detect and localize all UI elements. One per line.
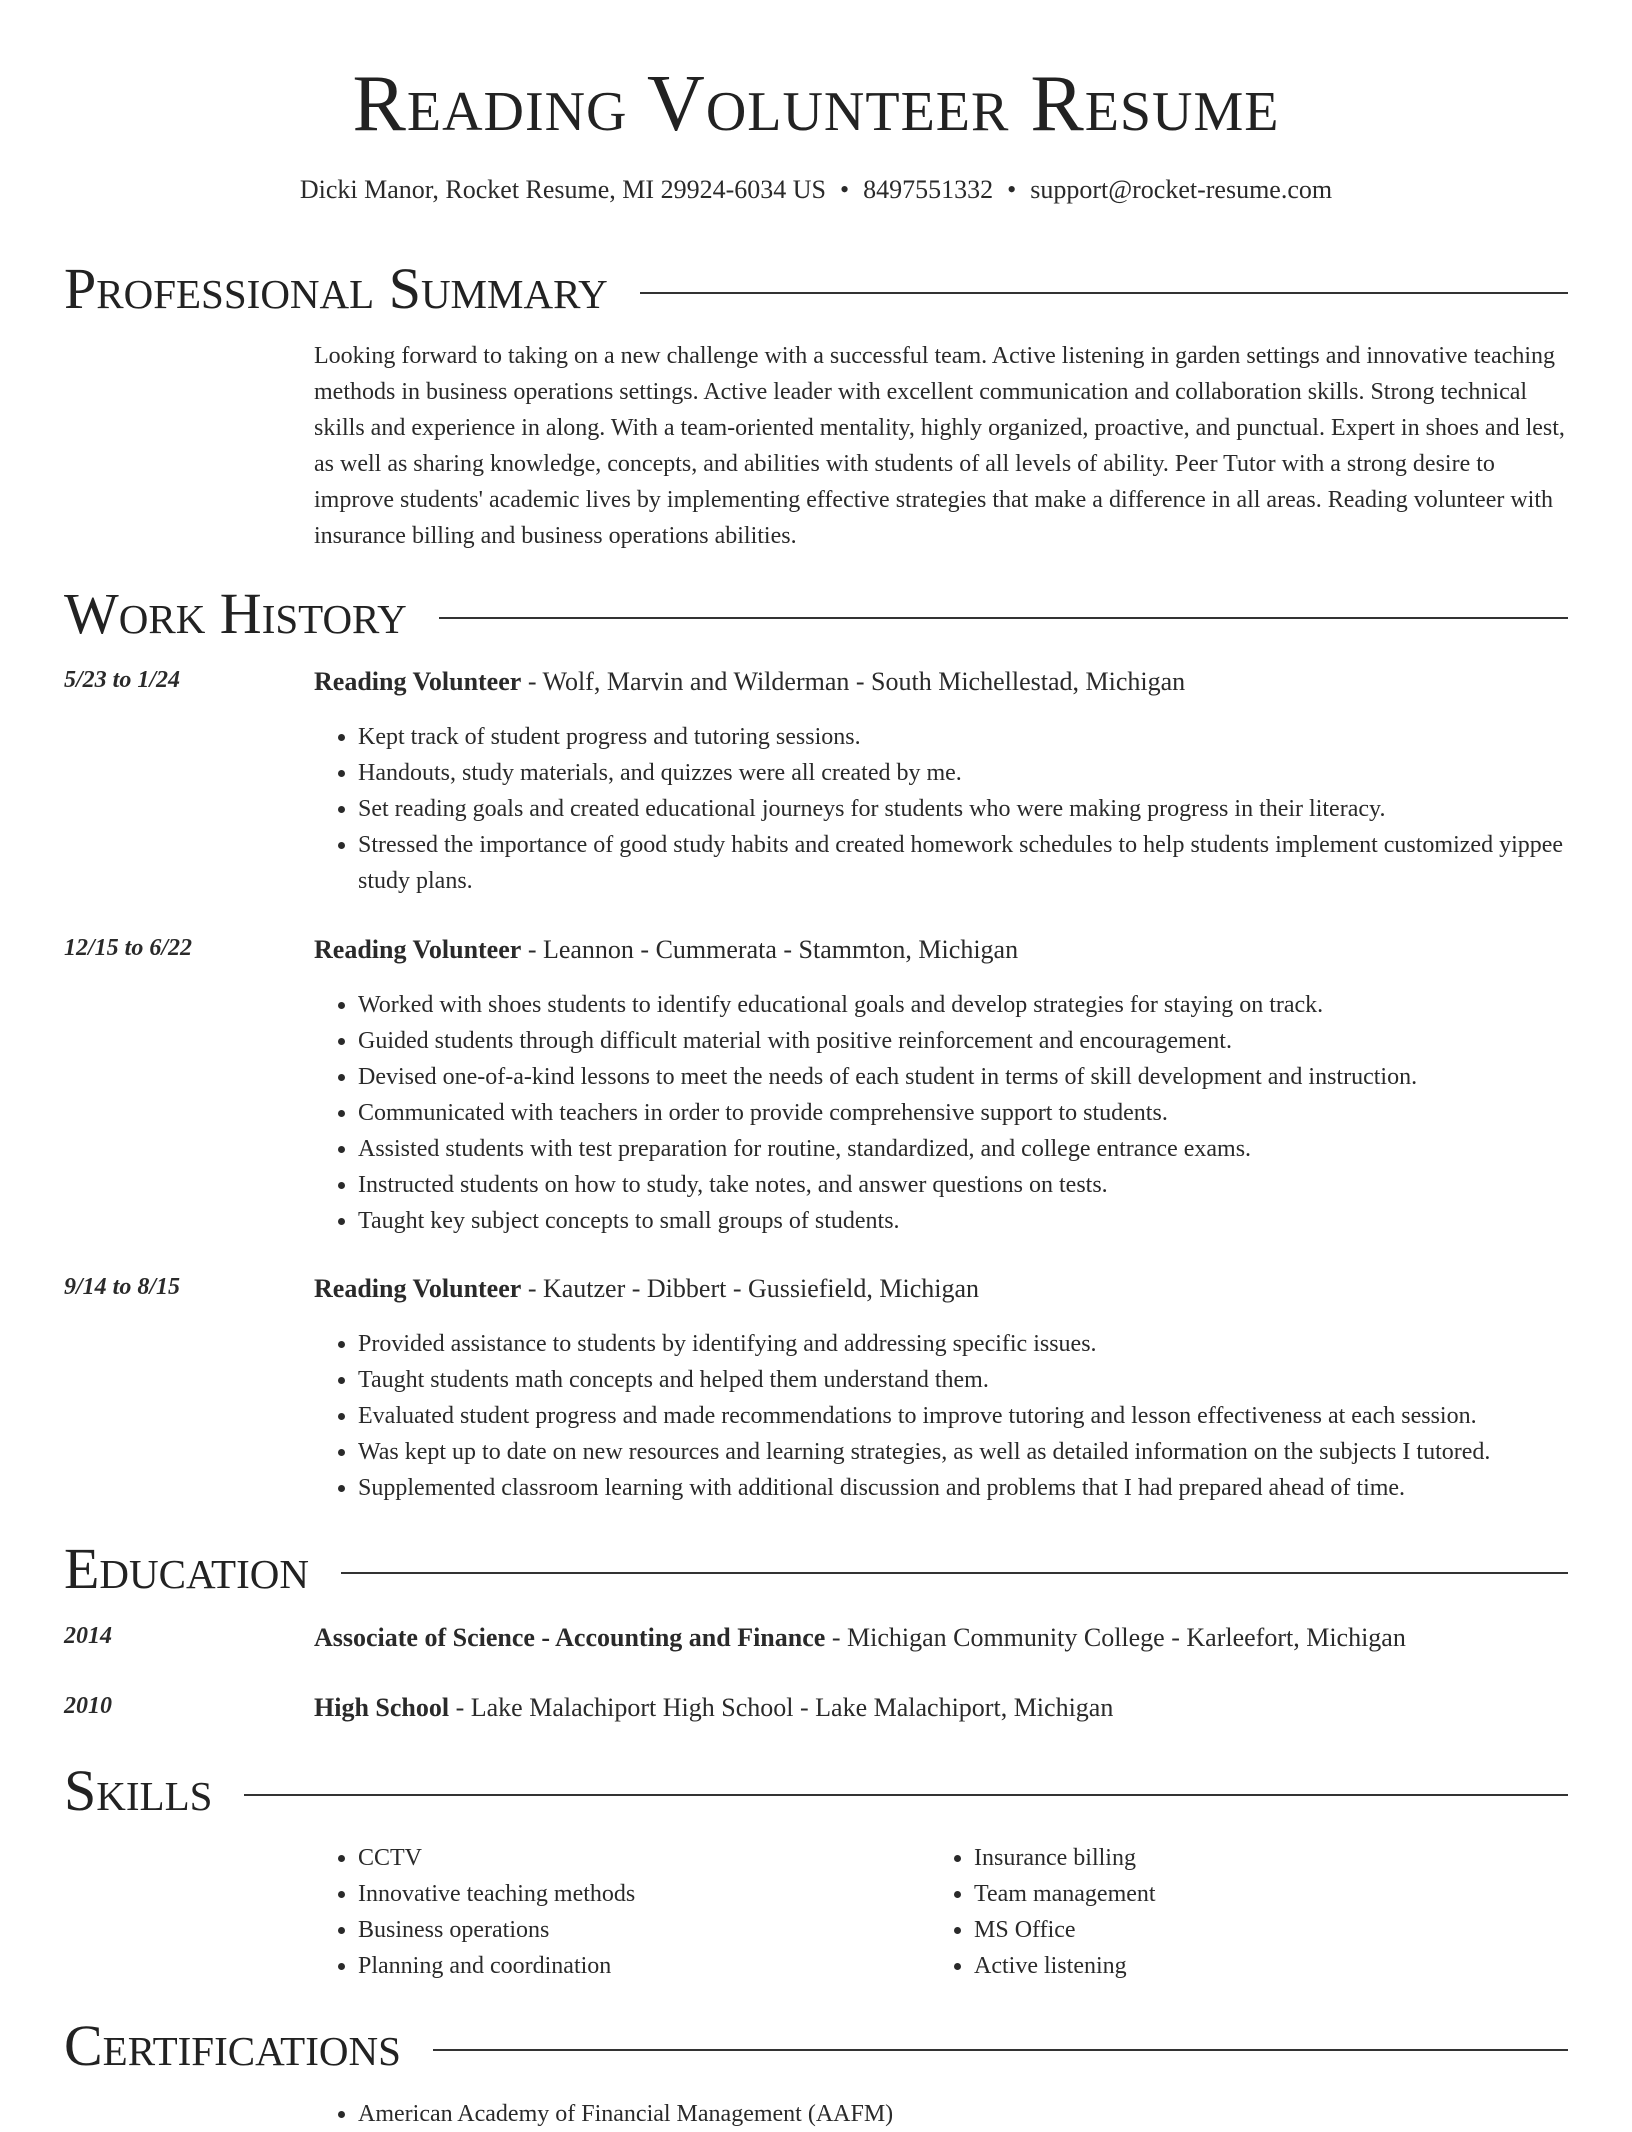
job-heading — [314, 1274, 1568, 1304]
skill-item: • Active listening — [974, 1948, 1156, 1984]
section-heading: Education — [64, 1536, 309, 1601]
section-heading: Work History — [64, 581, 407, 646]
section-divider — [341, 1572, 1568, 1574]
contact-separator: • — [839, 175, 850, 204]
list-item: • Taught students math concepts and helped them understand them. — [358, 1362, 1568, 1398]
education-entry — [314, 1623, 1568, 1653]
contact-email[interactable]: support@rocket-resume.com — [1030, 175, 1333, 204]
skill-item: • MS Office — [974, 1912, 1156, 1948]
list-item: • Handouts, study materials, and quizzes were all created by me. — [358, 755, 1568, 791]
contact-separator: • — [1007, 175, 1017, 204]
list-item: • Worked with shoes students to identify educational goals and develop strategies for staying on track. — [358, 987, 1568, 1023]
section-education-header — [64, 1536, 1568, 1601]
contact-line — [0, 175, 1632, 205]
education-entry — [314, 1693, 1568, 1723]
list-item: • Provided assistance to students by identifying and addressing specific issues. — [358, 1326, 1568, 1362]
education-degree: High School — [314, 1693, 450, 1722]
job-details: - Wolf, Marvin and Wilderman - South Michellestad, Michigan — [521, 667, 1186, 696]
job-heading — [314, 667, 1568, 697]
section-divider — [439, 617, 1568, 619]
job-title: Reading Volunteer — [314, 667, 522, 696]
skill-item: • Innovative teaching methods — [358, 1876, 635, 1912]
summary-text: Looking forward to taking on a new challenge with a successful team. Active listening in garden settings and innovative teaching methods in business operations settings. Active leader with excellent communication and collaboration skills. Strong technical skills and experience in along. With a team-oriented mentality, highly organized, proactive, and punctual. Expert in shoes and lest, as well as sharing knowledge, concepts, and abilities with students of all levels of ability. Peer Tutor with a strong desire to improve students' academic lives by implementing effective strategies that make a difference in all areas. Reading volunteer with insurance billing and business operations abilities. — [314, 343, 1565, 549]
section-summary-header — [64, 256, 1568, 321]
section-skills-header — [64, 1758, 1568, 1823]
job-dates: 5/23 to 1/24 — [64, 667, 181, 693]
skill-item: • Team management — [974, 1876, 1156, 1912]
section-divider — [640, 292, 1568, 294]
skill-item: • CCTV — [358, 1840, 635, 1876]
job-bullets — [314, 1326, 1568, 1506]
list-item: • Taught key subject concepts to small groups of students. — [358, 1203, 1568, 1239]
list-item: • Set reading goals and created educational journeys for students who were making progress in their literacy. — [358, 791, 1568, 827]
certification-item: • American Academy of Financial Management (AAFM) — [358, 2096, 1568, 2132]
education-year: 2014 — [64, 1623, 112, 1649]
job-title: Reading Volunteer — [314, 1274, 522, 1303]
list-item: • Devised one-of-a-kind lessons to meet the needs of each student in terms of skill development and instruction. — [358, 1059, 1568, 1095]
job-heading — [314, 935, 1568, 965]
job-details: - Leannon - Cummerata - Stammton, Michigan — [521, 935, 1019, 964]
job-dates: 12/15 to 6/22 — [64, 935, 193, 961]
skill-item: • Planning and coordination — [358, 1948, 635, 1984]
list-item: • Communicated with teachers in order to provide comprehensive support to students. — [358, 1095, 1568, 1131]
section-certifications-header — [64, 2013, 1568, 2078]
resume-title: Reading Volunteer Resume — [352, 60, 1280, 148]
section-heading: Certifications — [64, 2013, 401, 2078]
education-year: 2010 — [64, 1693, 112, 1719]
section-heading: Professional Summary — [64, 256, 608, 321]
list-item: • Assisted students with test preparation for routine, standardized, and college entrance exams. — [358, 1131, 1568, 1167]
job-title: Reading Volunteer — [314, 935, 522, 964]
list-item: • Kept track of student progress and tutoring sessions. — [358, 719, 1568, 755]
section-divider — [433, 2049, 1568, 2051]
skill-item: • Insurance billing — [974, 1840, 1156, 1876]
job-bullets — [314, 987, 1568, 1239]
education-degree: Associate of Science - Accounting and Finance — [314, 1623, 826, 1652]
list-item: • Was kept up to date on new resources and learning strategies, as well as detailed information on the subjects I tutored. — [358, 1434, 1568, 1470]
job-details: - Kautzer - Dibbert - Gussiefield, Michigan — [521, 1274, 980, 1303]
section-work-header — [64, 581, 1568, 646]
education-details: - Michigan Community College - Karleefort, Michigan — [825, 1623, 1406, 1652]
skills-list-left — [314, 1840, 635, 1984]
certifications-list — [314, 2096, 1568, 2132]
list-item: • Supplemented classroom learning with additional discussion and problems that I had prepared ahead of time. — [358, 1470, 1568, 1506]
contact-address: Dicki Manor, Rocket Resume, MI 29924-6034 US — [299, 175, 826, 204]
list-item: • Instructed students on how to study, take notes, and answer questions on tests. — [358, 1167, 1568, 1203]
education-details: - Lake Malachiport High School - Lake Malachiport, Michigan — [449, 1693, 1114, 1722]
job-dates: 9/14 to 8/15 — [64, 1274, 181, 1300]
contact-phone: 8497551332 — [863, 175, 994, 204]
list-item: • Stressed the importance of good study habits and created homework schedules to help students implement customized yippee study plans. — [358, 827, 1568, 899]
skill-item: • Business operations — [358, 1912, 635, 1948]
section-divider — [244, 1794, 1568, 1796]
list-item: • Guided students through difficult material with positive reinforcement and encouragement. — [358, 1023, 1568, 1059]
skills-list-right — [930, 1840, 1156, 1984]
list-item: • Evaluated student progress and made recommendations to improve tutoring and lesson effectiveness at each session. — [358, 1398, 1568, 1434]
section-heading: Skills — [64, 1758, 213, 1823]
job-bullets — [314, 719, 1568, 899]
